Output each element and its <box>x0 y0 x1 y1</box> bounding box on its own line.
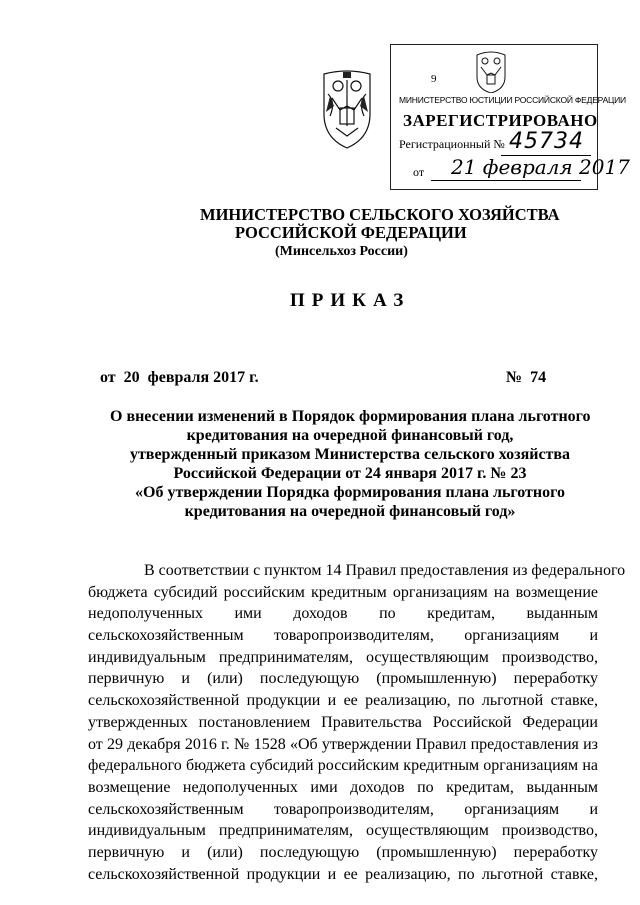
body-line: первичную и (или) последующую (промышленную) переработку <box>88 843 598 861</box>
document-type-title: ПРИКАЗ <box>290 290 411 311</box>
body-line: сельскохозяйственной продукции и ее реализацию, по льготной ставке, <box>88 865 598 883</box>
body-line: от 29 декабря 2016 г. № 1528 «Об утверждении Правил предоставления из <box>88 735 598 753</box>
body-line: индивидуальным предпринимателям, осуществляющим производство, <box>88 648 598 666</box>
body-line: В соответствии с пунктом 14 Правил предоставления из федерального <box>144 562 626 579</box>
body-line: утвержденных постановлением Правительства Российской Федерации <box>88 713 598 731</box>
body-line: возмещение недополученных ими доходов по кредитам, выданным <box>88 778 598 796</box>
ministry-name-line1: МИНИСТЕРСТВО СЕЛЬСКОГО ХОЗЯЙСТВА <box>200 205 560 224</box>
body-line: сельскохозяйственным товаропроизводителям, организациям и <box>88 800 598 818</box>
title-line: О внесении изменений в Порядок формирования плана льготного <box>110 408 591 425</box>
body-line: первичную и (или) последующую (промышленную) переработку <box>88 670 598 688</box>
order-body <box>88 560 626 885</box>
order-title <box>110 407 590 521</box>
order-number: № 74 <box>506 369 547 386</box>
title-line: «Об утверждении Порядка формирования плана льготного <box>135 484 565 501</box>
stamp-registered-label: ЗАРЕГИСТРИРОВАНО <box>403 111 598 130</box>
stamp-from-label: от <box>413 165 425 179</box>
body-line: сельскохозяйственным товаропроизводителям, организациям и <box>88 627 598 645</box>
title-line: кредитования на очередной финансовый год» <box>184 503 516 520</box>
body-line: федерального бюджета субсидий российским кредитным организациям на <box>88 757 598 775</box>
stamp-emblem-icon <box>463 49 519 93</box>
ministry-abbreviation: (Минсельхоз России) <box>275 244 408 259</box>
stamp-reg-date: 21 февраля 2017 <box>451 155 630 179</box>
title-line: утвержденный приказом Министерства сельского хозяйства <box>129 446 571 463</box>
registration-stamp <box>390 44 630 190</box>
order-date: от 20 февраля 2017 г. <box>100 369 259 386</box>
ministry-name-line2: РОССИЙСКОЙ ФЕДЕРАЦИИ <box>235 223 467 242</box>
stamp-ministry-name: МИНИСТЕРСТВО ЮСТИЦИИ РОССИЙСКОЙ ФЕДЕРАЦИИ <box>399 95 626 105</box>
stamp-reg-label: Регистрационный № <box>399 137 505 151</box>
body-line: индивидуальным предпринимателям, осуществляющим производство, <box>88 822 598 840</box>
stamp-date-underline <box>431 180 581 181</box>
coat-of-arms-emblem <box>316 66 378 152</box>
title-line: кредитования на очередной финансовый год, <box>186 427 514 444</box>
body-line: недополученных ими доходов по кредитам, выданным <box>88 605 598 623</box>
body-line: бюджета субсидий российским кредитным организациям на возмещение <box>88 583 598 601</box>
title-line: Российской Федерации от 24 января 2017 г. № 23 <box>173 465 527 482</box>
stamp-mark: 9 <box>431 73 437 85</box>
body-line: сельскохозяйственной продукции и ее реализацию, по льготной ставке, <box>88 692 598 710</box>
stamp-reg-number: 45734 <box>509 129 584 154</box>
